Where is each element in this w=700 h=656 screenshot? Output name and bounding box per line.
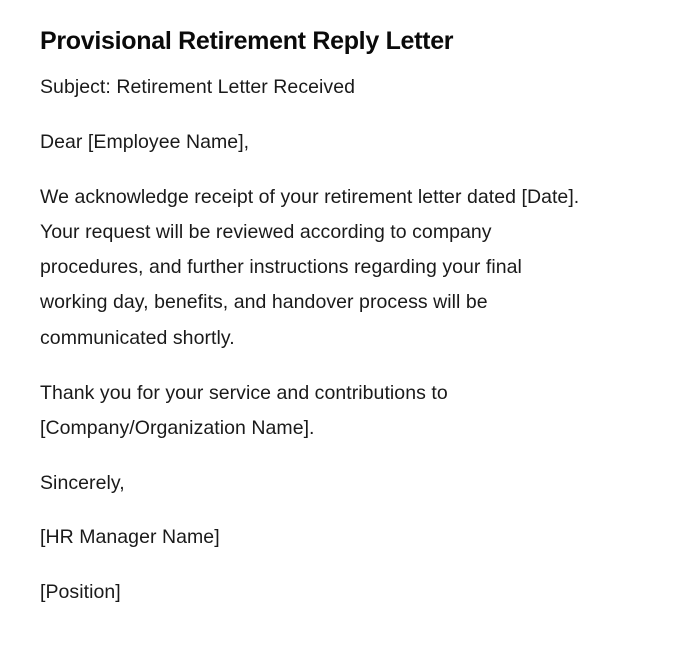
- letter-title: Provisional Retirement Reply Letter: [40, 27, 454, 55]
- letter-closing: Sincerely,: [40, 471, 125, 494]
- letter-salutation: Dear [Employee Name],: [40, 130, 250, 153]
- signer-position: [Position]: [40, 581, 121, 604]
- letter-subject: Subject: Retirement Letter Received: [40, 76, 355, 98]
- body-line: We acknowledge receipt of your retirement letter dated [Date].: [40, 185, 580, 208]
- letter-thanks-paragraph: [40, 376, 660, 447]
- thanks-line: [Company/Organization Name].: [40, 416, 315, 439]
- thanks-line: Thank you for your service and contributions to: [40, 381, 448, 404]
- signer-name: [HR Manager Name]: [40, 526, 220, 549]
- letter-body-paragraph: [40, 180, 640, 356]
- body-line: procedures, and further instructions regarding your final: [40, 256, 522, 279]
- body-line: working day, benefits, and handover process will be: [40, 291, 488, 314]
- body-line: communicated shortly.: [40, 326, 235, 349]
- body-line: Your request will be reviewed according to company: [40, 220, 492, 243]
